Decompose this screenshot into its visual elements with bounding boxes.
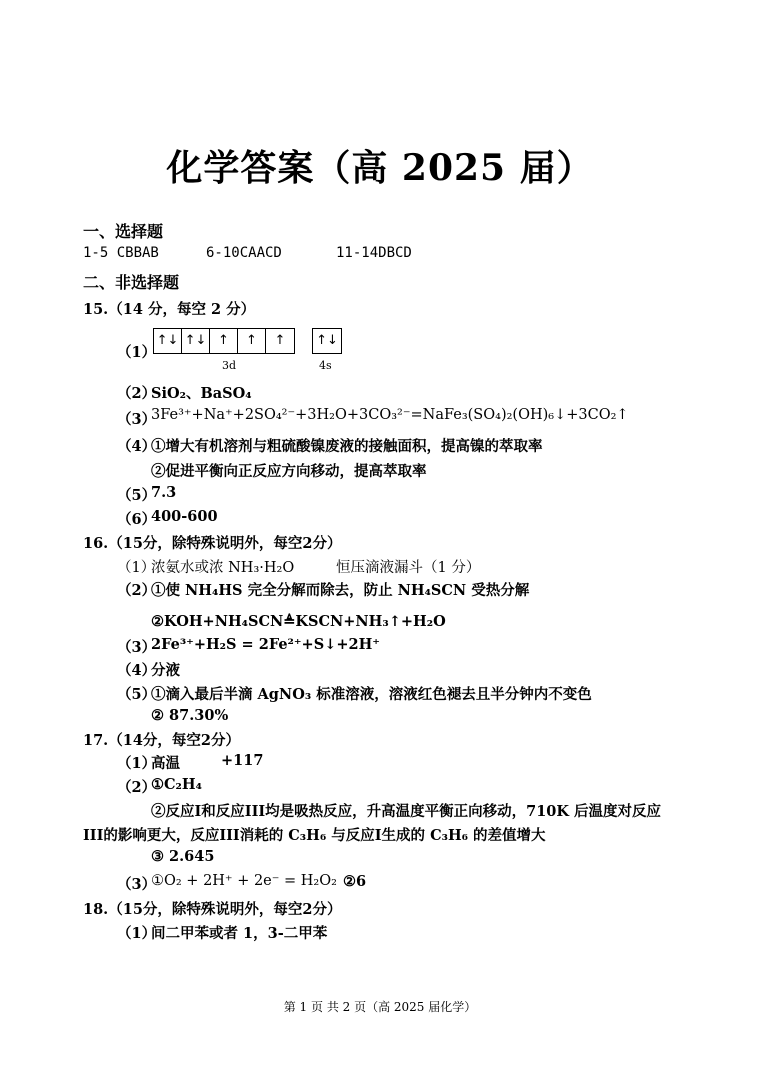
mc-answers-6-10: 6-10CAACD — [206, 245, 282, 261]
q18-1-label: （1） — [117, 925, 157, 942]
orbital-box: ↑ — [210, 329, 238, 353]
q18-header: 18.（15分，除特殊说明外，每空2分） — [83, 901, 342, 918]
q16-2-answer-2: ②KOH+NH₄SCN≜KSCN+NH₃↑+H₂O — [151, 613, 446, 630]
q17-3-label: （3） — [117, 876, 157, 893]
q16-2-answer-1: ①使 NH₄HS 完全分解而除去，防止 NH₄SCN 受热分解 — [151, 582, 530, 599]
q15-2-answer: SiO₂、BaSO₄ — [151, 385, 252, 402]
q17-2-answer-4: ③ 2.645 — [151, 848, 215, 865]
q15-2-label: （2） — [117, 385, 157, 402]
orbital-diagram-4s — [312, 328, 342, 354]
q16-1-answer: 浓氨水或浓 NH₃·H₂O — [151, 560, 295, 576]
page-footer: 第 1 页 共 2 页（高 2025 届化学） — [283, 1000, 477, 1014]
orbital-diagram-3d — [153, 328, 295, 354]
q16-5-answer-1: ①滴入最后半滴 AgNO₃ 标准溶液，溶液红色褪去且半分钟内不变色 — [151, 686, 592, 703]
orbital-label-3d: 3d — [222, 359, 237, 372]
mc-answers-11-14: 11-14DBCD — [336, 245, 412, 261]
orbital-box: ↑↓ — [182, 329, 210, 353]
q16-3-label: （3） — [117, 639, 157, 656]
q17-2-label: （2） — [117, 779, 157, 796]
q15-6-answer: 400-600 — [151, 508, 218, 525]
q16-4-answer: 分液 — [151, 662, 180, 679]
q15-3-equation: 3Fe³⁺+Na⁺+2SO₄²⁻+3H₂O+3CO₃²⁻=NaFe₃(SO₄)₂(OH)₆↓+3CO₂↑ — [151, 407, 629, 423]
orbital-box: ↑ — [274, 333, 286, 348]
q15-4-label: （4） — [117, 438, 157, 455]
mc-answers-1-5: 1-5 CBBAB — [83, 245, 159, 261]
q16-5-label: （5） — [117, 686, 157, 703]
q18-1-answer: 间二甲苯或者 1，3-二甲苯 — [151, 925, 328, 942]
orbital-box: ↑↓ — [154, 329, 182, 353]
q15-3-label: （3） — [117, 411, 157, 428]
q15-5-label: （5） — [117, 487, 157, 504]
q15-4-answer-2: ②促进平衡向正反应方向移动，提高萃取率 — [151, 463, 427, 480]
q15-4-answer-1: ①增大有机溶剂与粗硫酸镍废液的接触面积，提高镍的萃取率 — [151, 438, 543, 455]
q17-3-equation: ①O₂ + 2H⁺ + 2e⁻ = H₂O₂ — [151, 873, 337, 889]
q17-3-answer-2: ②6 — [343, 873, 367, 890]
q15-5-answer: 7.3 — [151, 484, 177, 501]
q17-header: 17.（14分，每空2分） — [83, 732, 240, 749]
q17-1-answer-2: +117 — [221, 752, 264, 769]
q17-2-answer-1: ①C₂H₄ — [151, 776, 202, 793]
section-2-heading: 二、非选择题 — [83, 273, 180, 292]
q16-3-equation: 2Fe³⁺+H₂S = 2Fe²⁺+S↓+2H⁺ — [151, 636, 380, 653]
q17-1-answer: 高温 — [151, 755, 180, 772]
page-title: 化学答案（高 2025 届） — [166, 147, 594, 189]
orbital-box: ↑↓ — [316, 333, 338, 348]
q16-2-label: （2） — [117, 582, 157, 599]
q16-4-label: （4） — [117, 662, 157, 679]
section-1-heading: 一、选择题 — [83, 222, 164, 241]
orbital-label-4s: 4s — [319, 359, 332, 372]
q17-1-label: （1） — [117, 755, 157, 772]
q15-header: 15.（14 分，每空 2 分） — [83, 301, 256, 318]
q17-2-answer-3: III的影响更大，反应III消耗的 C₃H₆ 与反应I生成的 C₃H₆ 的差值增大 — [83, 827, 546, 844]
q16-5-answer-2: ② 87.30% — [151, 707, 229, 724]
q16-1-label: （1） — [117, 560, 156, 576]
q17-2-answer-2: ②反应I和反应III均是吸热反应，升高温度平衡正向移动，710K 后温度对反应 — [151, 803, 662, 820]
q15-1-label: （1） — [117, 344, 157, 361]
q16-1-answer-2: 恒压滴液漏斗（1 分） — [336, 560, 481, 576]
orbital-box: ↑ — [238, 329, 266, 353]
q15-6-label: （6） — [117, 511, 157, 528]
q16-header: 16.（15分，除特殊说明外，每空2分） — [83, 535, 342, 552]
